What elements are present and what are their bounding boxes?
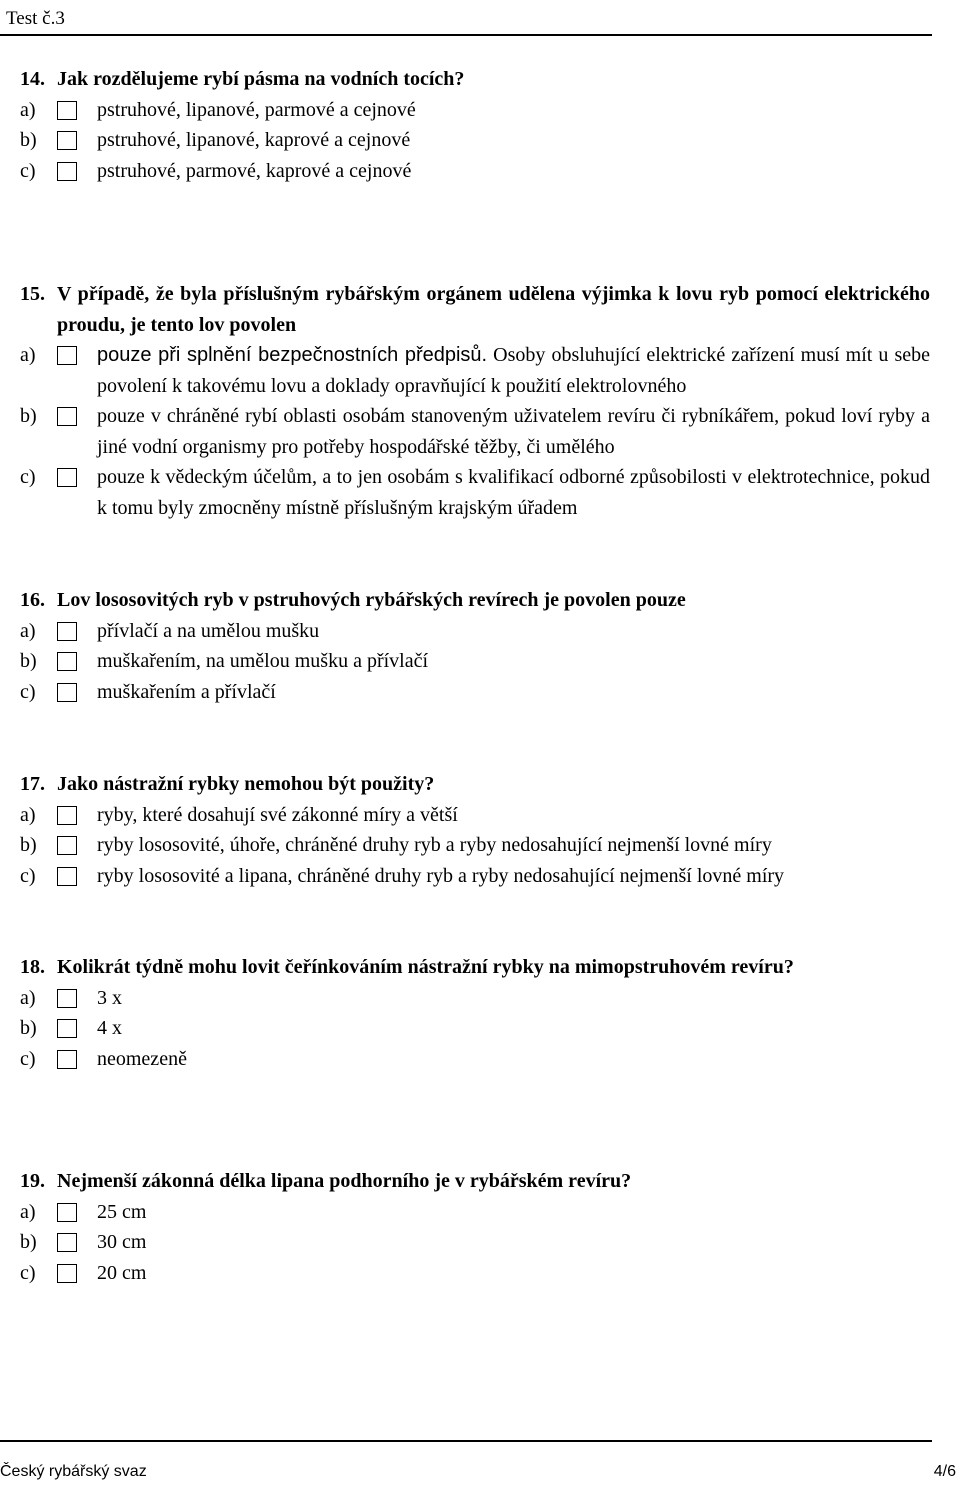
option-b [20,1013,930,1044]
answer-checkbox[interactable] [57,806,77,825]
footer-page-number: 4/6 [933,1463,956,1480]
answer-checkbox[interactable] [57,1050,77,1069]
question-number: 16. [20,589,45,611]
option-c [20,462,930,523]
option-text: pouze v chráněné rybí oblasti osobám stanoveným uživatelem revíru či rybníkářem, pokud loví ryby a jiné vodní organismy pro potřeby hospodářské těžby, či umělého [97,405,930,458]
option-b [20,125,930,156]
option-b [20,830,930,861]
option-letter: c) [20,864,36,887]
option-letter: c) [20,466,36,488]
option-text: pstruhové, parmové, kaprové a cejnové [97,159,412,182]
answer-checkbox[interactable] [57,407,77,426]
page-header [0,0,932,36]
option-a [20,616,930,647]
question-18 [20,952,930,1074]
question-number: 17. [20,773,45,795]
answer-checkbox[interactable] [57,867,77,886]
question-text: Lov lososovitých ryb v pstruhových rybářských revírech je povolen pouze [57,589,686,611]
option-b [20,1227,930,1258]
answer-checkbox[interactable] [57,101,77,120]
option-letter: b) [20,1017,37,1039]
question-text: V případě, že byla příslušným rybářským orgánem udělena výjimka k lovu ryb pomocí elektrického proudu, je tento lov povolen [57,283,930,336]
option-text-sans: pouze při splnění bezpečnostních předpisů. [97,344,488,366]
option-text-rest: Osoby obsluhující elektrické zařízení musí mít u sebe povolení k takovému lovu a doklady opravňující k použití elektrolovného [97,344,930,397]
option-text: 4 x [97,1017,122,1039]
option-text: ryby lososovité, úhoře, chráněné druhy ryb a ryby nedosahující nejmenší lovné míry [97,834,772,856]
answer-checkbox[interactable] [57,1233,77,1252]
answer-checkbox[interactable] [57,162,77,181]
option-a [20,1197,930,1228]
option-c [20,861,930,892]
option-letter: a) [20,803,36,826]
option-text: ryby lososovité a lipana, chráněné druhy ryb a ryby nedosahující nejmenší lovné míry [97,864,785,887]
question-14 [20,64,930,186]
option-letter: a) [20,344,36,366]
option-letter: a) [20,1200,36,1223]
option-letter: b) [20,650,37,672]
option-letter: b) [20,129,37,151]
option-text: neomezeně [97,1047,187,1070]
test-title: Test č.3 [6,8,65,29]
option-text: muškařením, na umělou mušku a přívlačí [97,650,429,672]
option-text: 3 x [97,986,122,1009]
question-number: 14. [20,68,45,90]
answer-checkbox[interactable] [57,683,77,702]
option-a [20,95,930,126]
option-text [97,340,930,401]
option-a [20,983,930,1014]
option-c [20,1258,930,1289]
question-number: 15. [20,283,45,305]
question-15 [20,279,930,523]
question-17 [20,769,930,891]
option-text: 30 cm [97,1231,147,1253]
option-text: pstruhové, lipanové, parmové a cejnové [97,98,416,121]
answer-checkbox[interactable] [57,346,77,365]
footer-divider [0,1440,932,1442]
question-19 [20,1166,930,1288]
answer-checkbox[interactable] [57,1019,77,1038]
option-b [20,401,930,462]
answer-checkbox[interactable] [57,622,77,641]
option-b [20,646,930,677]
option-text: pstruhové, lipanové, kaprové a cejnové [97,129,411,151]
option-text: muškařením a přívlačí [97,680,276,703]
option-text: přívlačí a na umělou mušku [97,619,320,642]
option-letter: b) [20,405,37,427]
question-text: Kolikrát týdně mohu lovit čeřínkováním nástražní rybky na mimopstruhovém revíru? [57,956,794,978]
question-number: 18. [20,956,45,978]
answer-checkbox[interactable] [57,468,77,487]
question-number: 19. [20,1170,45,1192]
answer-checkbox[interactable] [57,131,77,150]
option-letter: a) [20,986,36,1009]
option-letter: a) [20,619,36,642]
question-text: Jak rozdělujeme rybí pásma na vodních tocích? [57,68,465,90]
option-letter: c) [20,680,36,703]
option-text: ryby, které dosahují své zákonné míry a větší [97,803,458,826]
option-letter: c) [20,1047,36,1070]
option-a [20,800,930,831]
answer-checkbox[interactable] [57,989,77,1008]
option-text: 20 cm [97,1261,147,1284]
option-c [20,677,930,708]
option-letter: c) [20,159,36,182]
option-letter: c) [20,1261,36,1284]
option-letter: b) [20,834,37,856]
footer-organization: Český rybářský svaz [0,1463,147,1480]
option-letter: a) [20,98,36,121]
answer-checkbox[interactable] [57,836,77,855]
option-c [20,1044,930,1075]
answer-checkbox[interactable] [57,652,77,671]
option-text: 25 cm [97,1200,147,1223]
answer-checkbox[interactable] [57,1203,77,1222]
answer-checkbox[interactable] [57,1264,77,1283]
option-letter: b) [20,1231,37,1253]
question-text: Nejmenší zákonná délka lipana podhorního je v rybářském revíru? [57,1170,632,1192]
option-a [20,340,930,401]
question-text: Jako nástražní rybky nemohou být použity? [57,773,435,795]
question-16 [20,585,930,707]
option-text: pouze k vědeckým účelům, a to jen osobám s kvalifikací odborné způsobilosti v elektrotechnice, pokud k tomu byly zmocněny místně příslušným krajským úřadem [97,466,930,519]
option-c [20,156,930,187]
